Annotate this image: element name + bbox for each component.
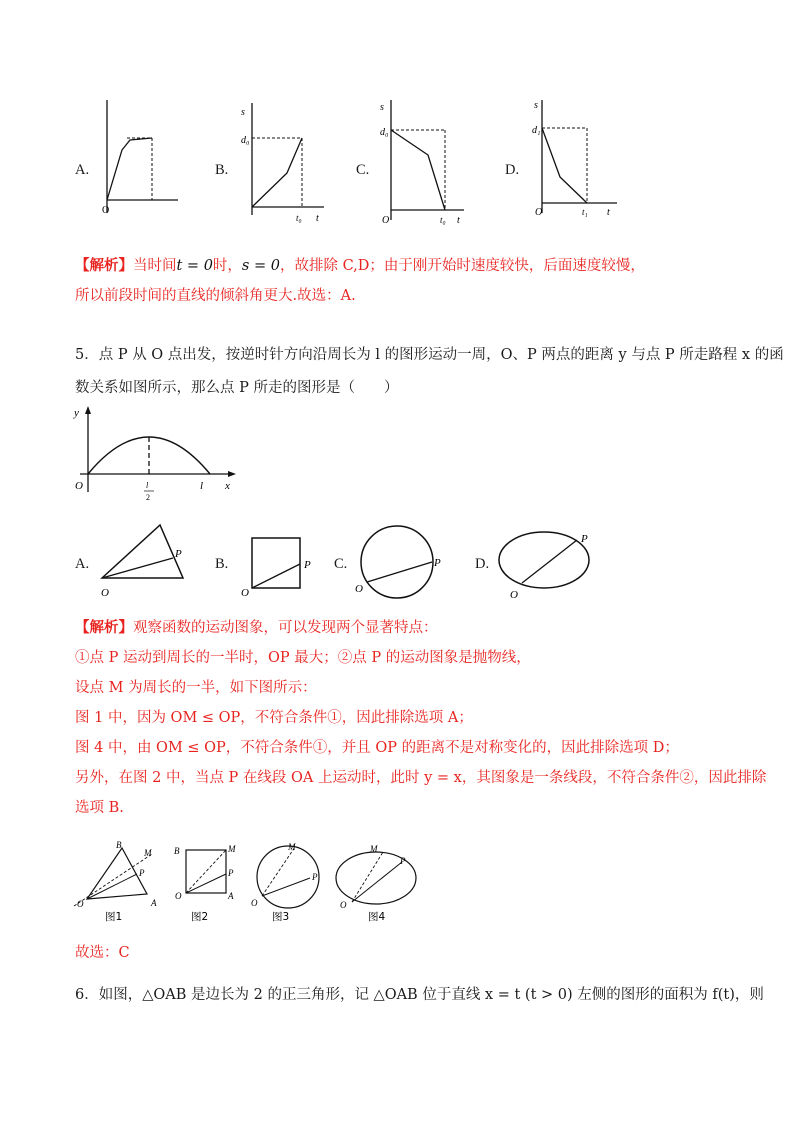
- svg-text:P: P: [400, 856, 406, 866]
- x-axis-label: x: [225, 480, 230, 492]
- q4-analysis-line2: 所以前段时间的直线的倾斜角更大.故选：A.: [75, 288, 356, 304]
- svg-text:O: O: [510, 589, 518, 601]
- q4-graph-c: [372, 95, 482, 230]
- q5-option-d-label: D.: [475, 556, 490, 572]
- svg-text:O: O: [175, 891, 182, 901]
- origin-label: O: [102, 205, 110, 216]
- q5-option-a-triangle: [95, 520, 200, 600]
- svg-text:2: 2: [146, 493, 150, 502]
- analysis-figure-1: [72, 834, 172, 922]
- svg-text:A: A: [228, 891, 234, 901]
- figure-2-caption: 图2: [191, 911, 209, 922]
- svg-text:t₀: t₀: [296, 213, 302, 223]
- svg-text:t₁: t₁: [582, 207, 588, 217]
- q5-analysis-line2: ①点 P 运动到周长的一半时，OP 最大；②点 P 的运动图象是抛物线，: [75, 650, 531, 666]
- svg-text:P: P: [581, 533, 588, 545]
- q5-function-graph: [70, 402, 250, 507]
- svg-text:O: O: [355, 583, 363, 595]
- analysis-figure-4: [330, 834, 435, 922]
- q4-graph-b: [232, 95, 342, 230]
- svg-text:l: l: [200, 480, 204, 492]
- analysis-figure-2: [172, 834, 252, 922]
- option-c-label: C.: [356, 162, 370, 178]
- q5-option-d-ellipse: [492, 526, 602, 601]
- svg-text:O: O: [382, 215, 390, 226]
- svg-text:A: A: [151, 898, 157, 908]
- svg-text:s: s: [380, 102, 384, 113]
- svg-text:d₀: d₀: [241, 135, 250, 146]
- svg-text:B: B: [174, 846, 180, 856]
- svg-text:t: t: [316, 213, 319, 224]
- q5-option-c-label: C.: [334, 556, 348, 572]
- svg-text:P: P: [304, 559, 311, 571]
- origin-label: O: [75, 480, 83, 492]
- svg-text:O: O: [340, 900, 347, 910]
- q6-stem: 6．如图，△OAB 是边长为 2 的正三角形，记 △OAB 位于直线 x = t (t > 0) 左侧的图形的面积为 f(t)，则: [75, 987, 764, 1003]
- q5-analysis-line1: 【解析】观察函数的运动图象，可以发现两个显著特点：: [75, 619, 438, 636]
- figure-4-caption: 图4: [368, 911, 386, 922]
- q4-analysis-line1: 【解析】当时间t = 0时，s = 0，故排除 C,D；由于刚开始时速度较快，后面速度较慢，: [75, 257, 645, 274]
- svg-text:B: B: [116, 840, 122, 850]
- option-a-label: A.: [75, 162, 90, 178]
- q5-option-c-circle: [352, 522, 452, 602]
- figure-3-caption: 图3: [272, 911, 290, 922]
- q5-answer: 故选：C: [75, 945, 130, 961]
- q4-graph-d: [525, 95, 635, 230]
- svg-text:s: s: [534, 100, 538, 111]
- q4-graph-a: [90, 95, 200, 230]
- svg-text:d₀: d₀: [380, 127, 389, 138]
- svg-text:P: P: [139, 868, 145, 878]
- svg-text:M: M: [288, 842, 296, 852]
- q5-analysis-line3: 设点 M 为周长的一半，如下图所示：: [75, 680, 317, 696]
- q5-option-a-label: A.: [75, 556, 90, 572]
- svg-text:P: P: [312, 872, 318, 882]
- svg-text:O: O: [101, 587, 109, 599]
- q5-analysis-line6: 另外，在图 2 中，当点 P 在线段 OA 上运动时，此时 y = x，其图象是一条线段，不符合条件②，因此排除: [75, 770, 767, 786]
- q5-analysis-line7: 选项 B.: [75, 800, 124, 816]
- svg-text:M: M: [144, 848, 152, 858]
- q5-stem-line1: 5．点 P 从 O 点出发，按逆时针方向沿周长为 l 的图形运动一周，O、P 两点的距离 y 与点 P 所走路程 x 的函: [75, 347, 784, 363]
- svg-text:l: l: [146, 481, 149, 490]
- svg-text:P: P: [228, 868, 234, 878]
- svg-text:O: O: [251, 898, 258, 908]
- q5-option-b-label: B.: [215, 556, 229, 572]
- svg-text:M: M: [370, 844, 378, 854]
- q5-option-b-square: [235, 528, 325, 598]
- svg-text:M: M: [228, 844, 236, 854]
- svg-text:t: t: [607, 207, 610, 218]
- q5-stem-line2: 数关系如图所示，那么点 P 所走的图形是（ ）: [75, 380, 399, 396]
- option-b-label: B.: [215, 162, 229, 178]
- svg-text:O: O: [535, 207, 543, 218]
- q5-analysis-line4: 图 1 中，因为 OM ≤ OP，不符合条件①，因此排除选项 A；: [75, 710, 473, 726]
- svg-text:P: P: [434, 557, 441, 569]
- svg-text:d₁: d₁: [532, 125, 541, 136]
- svg-text:O: O: [77, 899, 84, 909]
- q5-analysis-line5: 图 4 中，由 OM ≤ OP，不符合条件①，并且 OP 的距离不是对称变化的，因此排除选项 D；: [75, 740, 679, 756]
- svg-text:s: s: [241, 107, 245, 118]
- analysis-figure-3: [250, 834, 332, 922]
- figure-1-caption: 图1: [105, 911, 123, 922]
- svg-text:O: O: [241, 587, 249, 598]
- svg-text:t₀: t₀: [440, 215, 446, 225]
- option-d-label: D.: [505, 162, 520, 178]
- svg-text:P: P: [175, 548, 182, 560]
- svg-text:t: t: [457, 215, 460, 226]
- y-axis-label: y: [74, 407, 79, 419]
